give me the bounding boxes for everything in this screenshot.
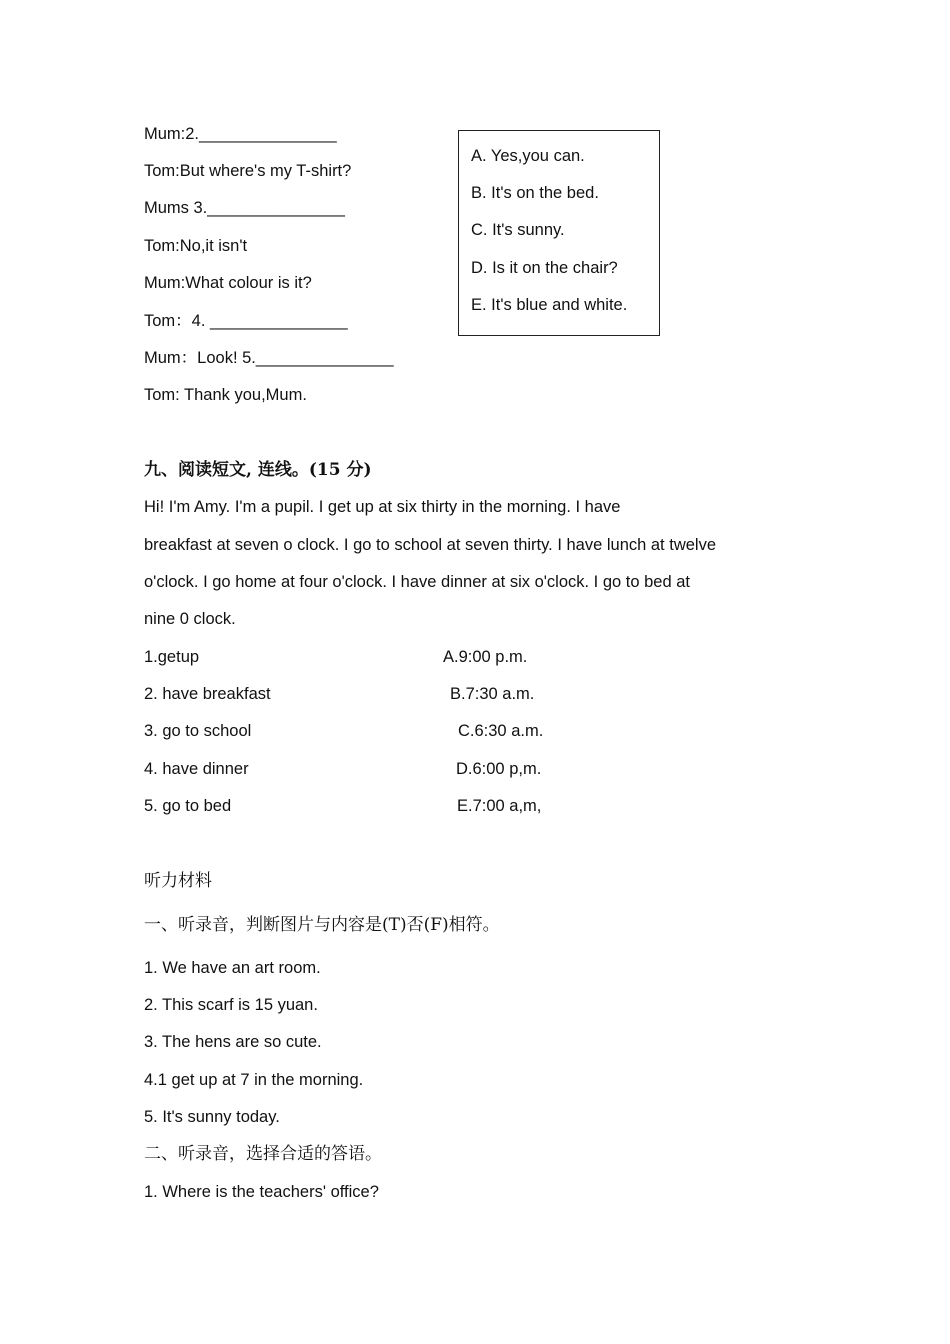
answer-options-box — [458, 130, 660, 336]
dialogue-line-5: Mum:What colour is it? — [144, 274, 312, 292]
option-d: D. Is it on the chair? — [471, 259, 618, 277]
activity-1: 1.getup — [144, 648, 200, 666]
dialogue-line-4: Tom:No,it isn't — [144, 237, 248, 255]
listening-part1-item-1: 1. We have an art room. — [144, 959, 321, 977]
time-a: A.9:00 p.m. — [443, 648, 528, 666]
dialogue-line-2: Tom:But where's my T-shirt? — [144, 162, 352, 180]
dialogue-line-6: Tom：4. _______________ — [144, 312, 348, 330]
time-d: D.6:00 p,m. — [456, 760, 542, 778]
listening-part1-heading: 一、听录音，判断图片与内容是(T)否(F)相符。 — [144, 915, 500, 935]
section9-heading: 九、阅读短文, 连线。(15 分) — [144, 460, 372, 480]
time-e: E.7:00 a,m, — [457, 797, 542, 815]
activity-2: 2. have breakfast — [144, 685, 271, 703]
activity-3: 3. go to school — [144, 722, 252, 740]
option-b: B. It's on the bed. — [471, 184, 599, 202]
listening-part1-item-2: 2. This scarf is 15 yuan. — [144, 996, 318, 1014]
passage-line-4: nine 0 clock. — [144, 610, 236, 628]
listening-title: 听力材料 — [144, 871, 212, 891]
passage-line-3: o'clock. I go home at four o'clock. I have dinner at six o'clock. I go to bed at — [144, 573, 690, 591]
activity-5: 5. go to bed — [144, 797, 232, 815]
dialogue-line-7: Mum：Look! 5._______________ — [144, 349, 394, 367]
passage-line-2: breakfast at seven o clock. I go to school at seven thirty. I have lunch at twelve — [144, 536, 716, 554]
activity-4: 4. have dinner — [144, 760, 249, 778]
listening-part2-item-1: 1. Where is the teachers' office? — [144, 1183, 379, 1201]
time-c: C.6:30 a.m. — [458, 722, 544, 740]
option-c: C. It's sunny. — [471, 221, 565, 239]
listening-part1-item-5: 5. It's sunny today. — [144, 1108, 280, 1126]
time-b: B.7:30 a.m. — [450, 685, 535, 703]
dialogue-line-3: Mums 3._______________ — [144, 199, 345, 217]
listening-part2-heading: 二、听录音，选择合适的答语。 — [144, 1144, 382, 1164]
listening-part1-item-3: 3. The hens are so cute. — [144, 1033, 322, 1051]
dialogue-line-8: Tom: Thank you,Mum. — [144, 386, 307, 404]
listening-part1-item-4: 4.1 get up at 7 in the morning. — [144, 1071, 364, 1089]
option-a: A. Yes,you can. — [471, 147, 585, 165]
passage-line-1: Hi! I'm Amy. I'm a pupil. I get up at six thirty in the morning. I have — [144, 498, 621, 516]
option-e: E. It's blue and white. — [471, 296, 628, 314]
dialogue-line-1: Mum:2._______________ — [144, 125, 337, 143]
